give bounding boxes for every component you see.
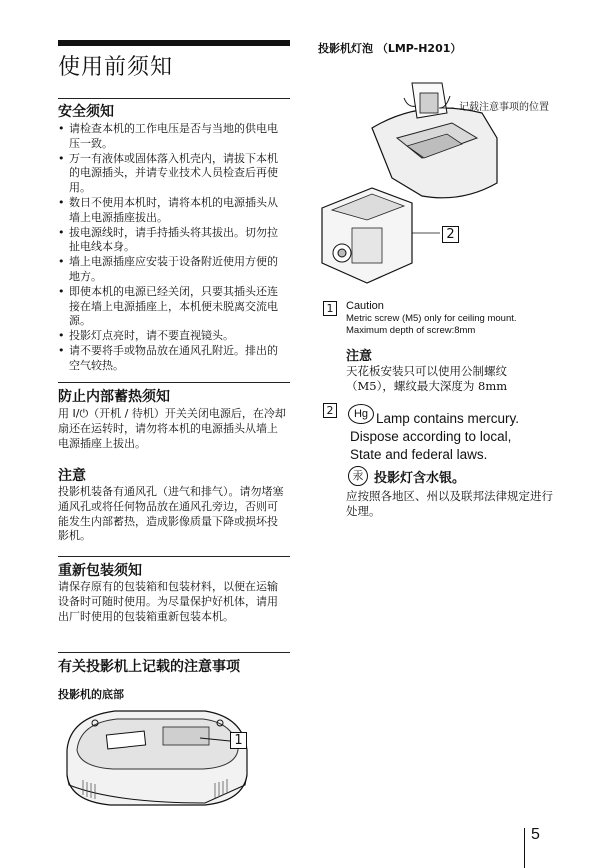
hg-icon: Hg — [348, 404, 374, 424]
caution-title: Caution — [346, 300, 384, 312]
section-rule — [58, 98, 290, 99]
lamp-warning-en: Lamp contains mercury. — [376, 411, 520, 426]
list-item: • 即使本机的电源已经关闭，只要其插头还连接在墙上电源插座上，本机便未脱离交流电源。 — [58, 285, 286, 329]
lamp-heading: 投影机灯泡 （LMP-H201） — [318, 42, 462, 55]
note-text: 投影机装备有通风孔（进气和排气）。请勿堵塞通风孔或将任何物品放在通风孔旁边，否则可能发生内部蓄热，造成影像质量下降或损坏投影机。 — [58, 485, 284, 543]
section-rule — [58, 556, 290, 557]
safety-heading: 安全须知 — [58, 104, 114, 120]
lamp-warning-en: Dispose according to local, — [350, 429, 512, 444]
callout-2: 2 — [442, 226, 459, 243]
list-item: • 拔电源线时，请手持插头将其拔出。切勿拉扯电线本身。 — [58, 226, 286, 256]
list-item: • 万一有液体或固体落入机壳内，请拔下本机的电源插头，并请专业技术人员检查后再使用。 — [58, 152, 286, 196]
note-heading: 注意 — [58, 468, 86, 484]
page-number-rule — [524, 828, 525, 868]
list-item: • 请不要将手或物品放在通风孔附近。排出的空气较热。 — [58, 344, 286, 374]
lamp-warning-cn: 投影灯含水银。 — [374, 471, 466, 486]
section-rule — [58, 652, 290, 653]
caution-text-line: Maximum depth of screw:8mm — [346, 325, 476, 336]
notice-1-number: 1 — [323, 301, 337, 316]
labels-heading: 有关投影机上记载的注意事项 — [58, 659, 240, 675]
projector-bottom-label: 投影机的底部 — [58, 688, 124, 701]
section-rule — [58, 382, 290, 383]
page-number: 5 — [531, 826, 540, 843]
notice-2-number: 2 — [323, 403, 337, 418]
lamp-disposal-text: 应按照各地区、州以及联邦法律规定进行处理。 — [346, 489, 553, 518]
mercury-icon: 汞 — [348, 466, 368, 486]
repack-text: 请保存原有的包装箱和包装材料，以便在运输设备时可随时使用。为尽量保护好机体，请用出厂时使用的包装箱重新包装本机。 — [58, 580, 278, 623]
list-item: • 请检查本机的工作电压是否与当地的供电电压一致。 — [58, 122, 286, 152]
notice-1-cn-text: 天花板安装只可以使用公制螺纹（M5），螺纹最大深度为 8mm — [346, 364, 508, 393]
heat-text: 用 I/⏻（开机 / 待机）开关关闭电源后，在冷却扇还在运转时，请勿将本机的电源插头从墙上电源插座上拔出。 — [58, 407, 286, 450]
notice-1-cn-heading: 注意 — [346, 349, 373, 364]
list-item: • 数日不使用本机时，请将本机的电源插头从墙上电源插座拔出。 — [58, 196, 286, 226]
list-item: • 墙上电源插座应安装于设备附近使用方便的地方。 — [58, 255, 286, 285]
lamp-callout-note: 记载注意事项的位置 — [459, 102, 549, 113]
list-item: • 投影灯点亮时，请不要直视镜头。 — [58, 329, 286, 344]
title-rule — [58, 40, 290, 46]
caution-text-line: Metric screw (M5) only for ceiling mount. — [346, 313, 517, 324]
callout-1: 1 — [230, 732, 247, 749]
heat-heading: 防止内部蓄热须知 — [58, 389, 170, 405]
page-title: 使用前须知 — [58, 55, 174, 80]
lamp-warning-en: State and federal laws. — [350, 447, 488, 462]
repack-heading: 重新包装须知 — [58, 563, 142, 579]
safety-list — [58, 122, 286, 374]
projector-bottom-illustration — [55, 705, 260, 810]
